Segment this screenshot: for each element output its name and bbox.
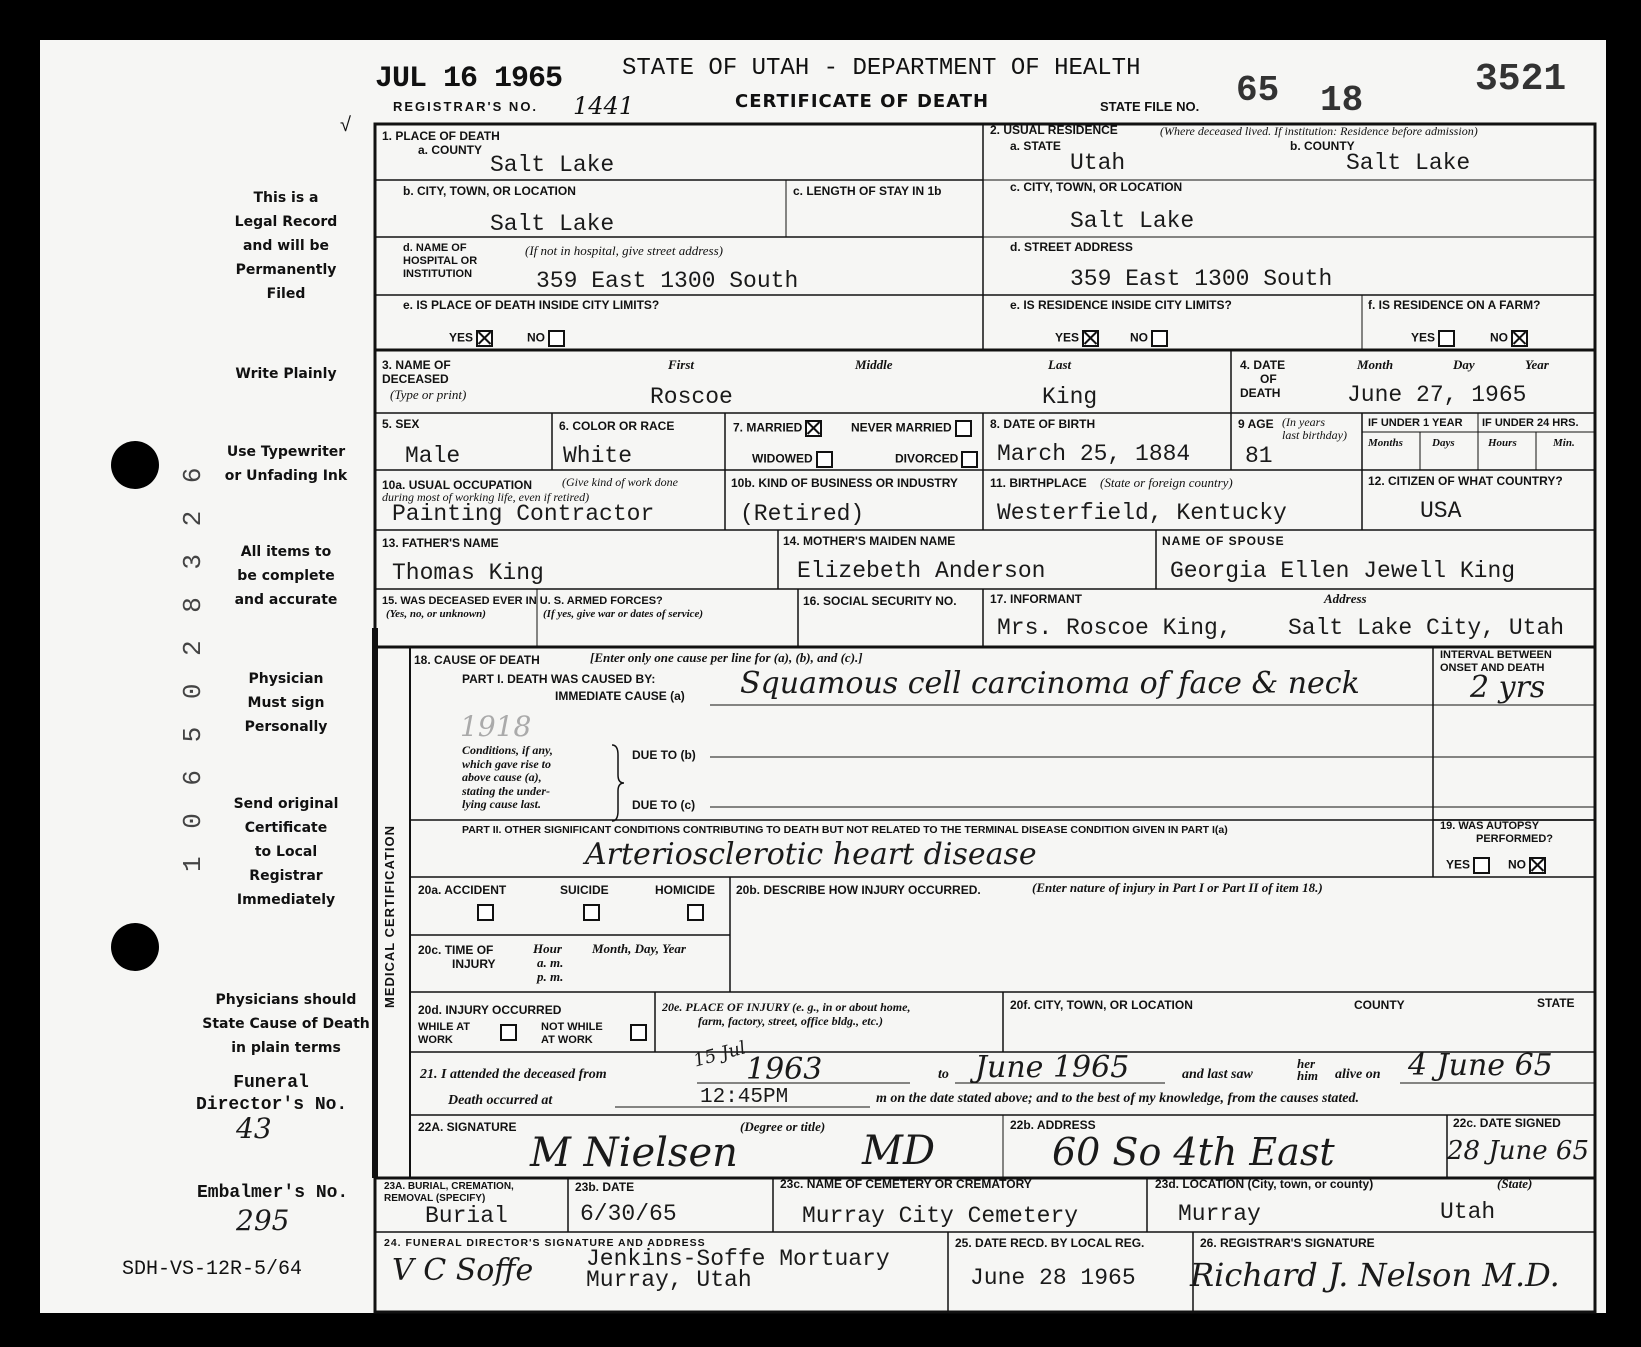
autopsy-yes[interactable]: YES xyxy=(1446,857,1490,874)
days-label: Days xyxy=(1432,437,1455,449)
cause-of-death-label: 18. CAUSE OF DEATH xyxy=(414,653,540,667)
injury-city-label: 20f. CITY, TOWN, OR LOCATION xyxy=(1010,998,1193,1012)
accident-checkbox[interactable] xyxy=(474,904,494,922)
street-address-label: d. STREET ADDRESS xyxy=(1010,240,1133,254)
physician-signature[interactable]: M Nielsen xyxy=(530,1130,738,1176)
day-label: Day xyxy=(1453,357,1475,372)
citizen-label: 12. CITIZEN OF WHAT COUNTRY? xyxy=(1368,474,1563,488)
county-label: a. COUNTY xyxy=(418,143,483,157)
date-signed[interactable]: 28 June 65 xyxy=(1447,1136,1589,1166)
autopsy-no[interactable]: NO xyxy=(1508,857,1546,874)
hours-label: Hours xyxy=(1488,437,1517,449)
citizenship[interactable]: USA xyxy=(1420,498,1462,524)
sex-label: 5. SEX xyxy=(382,417,420,431)
medical-certification-label: MEDICAL CERTIFICATION xyxy=(382,824,397,1008)
month-day-year-label: Month, Day, Year xyxy=(592,941,686,956)
describe-injury-label: 20b. DESCRIBE HOW INJURY OCCURRED. xyxy=(736,883,981,897)
city-label: b. CITY, TOWN, OR LOCATION xyxy=(403,184,576,198)
not-while-at-work-box[interactable] xyxy=(627,1024,647,1042)
interval-label: INTERVAL BETWEEN ONSET AND DEATH xyxy=(1440,649,1552,674)
disposition-label: 23A. BURIAL, CREMATION, REMOVAL (SPECIFY) xyxy=(384,1181,514,1204)
homicide-checkbox[interactable] xyxy=(684,904,704,922)
last-saw-label: and last saw xyxy=(1182,1067,1253,1082)
burial-date[interactable]: 6/30/65 xyxy=(580,1201,677,1227)
part-two-label: PART II. OTHER SIGNIFICANT CONDITIONS CONTRIBUTING TO DEATH BUT NOT RELATED TO THE TERMINAL DISEASE CONDITION GIVEN IN PART I(a) xyxy=(462,824,1228,836)
suicide-label: SUICIDE xyxy=(560,883,609,897)
to-label: to xyxy=(938,1067,949,1082)
immediate-cause-label: IMMEDIATE CAUSE (a) xyxy=(555,689,685,703)
residence-county[interactable]: Salt Lake xyxy=(1346,150,1471,176)
residence-state-label: a. STATE xyxy=(1010,139,1061,153)
alive-on-label: alive on xyxy=(1335,1067,1381,1082)
last-name[interactable]: King xyxy=(1042,384,1098,410)
physician-sign-note: Physician Must sign Personally xyxy=(244,671,328,735)
birthplace-label: 11. BIRTHPLACE xyxy=(990,476,1087,490)
residence-inside-city-no[interactable]: NO xyxy=(1130,330,1168,347)
pencil-note: 1918 xyxy=(460,710,532,743)
certificate-title: CERTIFICATE OF DEATH xyxy=(735,91,990,112)
armed-forces-label: 15. WAS DECEASED EVER IN U. S. ARMED FORCES? xyxy=(382,595,663,607)
last-name-label: Last xyxy=(1048,357,1072,372)
armed-forces-note-1: (Yes, no, or unknown) xyxy=(386,608,486,620)
death-city[interactable]: Salt Lake xyxy=(490,211,615,237)
type-or-print-note: (Type or print) xyxy=(390,387,467,402)
time-of-death[interactable]: 12:45PM xyxy=(700,1086,789,1109)
hospital-note: (If not in hospital, give street address) xyxy=(525,243,723,258)
time-of-injury-label: 20c. TIME OF INJURY xyxy=(418,943,496,971)
age-label: 9 AGE xyxy=(1238,417,1274,431)
residence-inside-city-yes[interactable]: YES xyxy=(1055,330,1099,347)
funeral-director-signature[interactable]: V C Soffe xyxy=(392,1253,534,1288)
burial-date-label: 23b. DATE xyxy=(575,1180,635,1194)
state-cause-note: Physicians should State Cause of Death in plain terms xyxy=(202,992,370,1056)
cemetery-state[interactable]: Utah xyxy=(1440,1199,1496,1225)
immediate-cause[interactable]: Squamous cell carcinoma of face & neck xyxy=(740,666,1360,701)
hospital-address[interactable]: 359 East 1300 South xyxy=(536,268,799,294)
usual-residence-note: (Where deceased lived. If institution: Residence before admission) xyxy=(1160,124,1478,138)
mother-name-label: 14. MOTHER'S MAIDEN NAME xyxy=(783,534,956,548)
min-label: Min. xyxy=(1553,437,1575,449)
date-of-death-label: 4. DATE OF DEATH xyxy=(1240,358,1286,400)
state-file-label: STATE FILE NO. xyxy=(1100,99,1200,114)
under-24-hours-label: IF UNDER 24 HRS. xyxy=(1482,417,1579,429)
first-name-label: First xyxy=(668,357,695,372)
physician-address-label: 22b. ADDRESS xyxy=(1010,1118,1096,1132)
due-to-b-label: DUE TO (b) xyxy=(632,748,696,762)
spouse-label: NAME OF SPOUSE xyxy=(1162,534,1285,548)
cemetery-location-label: 23d. LOCATION (City, town, or county) xyxy=(1155,1177,1374,1191)
cemetery-state-label: (State) xyxy=(1497,1176,1533,1191)
divorced-checkbox[interactable]: DIVORCED xyxy=(895,451,978,468)
race[interactable]: White xyxy=(563,443,633,469)
date-of-birth-label: 8. DATE OF BIRTH xyxy=(990,417,1096,431)
residence-street[interactable]: 359 East 1300 South xyxy=(1070,266,1333,292)
state-title: STATE OF UTAH - DEPARTMENT OF HEALTH xyxy=(622,55,1141,82)
part-one-label: PART I. DEATH WAS CAUSED BY: xyxy=(462,672,656,686)
interval-value[interactable]: 2 yrs xyxy=(1470,670,1546,705)
usual-residence-label: 2. USUAL RESIDENCE xyxy=(990,123,1118,137)
state-file-mid: 18 xyxy=(1320,80,1364,121)
date-of-birth[interactable]: March 25, 1884 xyxy=(997,441,1191,467)
social-security-label: 16. SOCIAL SECURITY NO. xyxy=(803,594,957,608)
occupation-label: 10a. USUAL OCCUPATION xyxy=(382,478,533,492)
informant-address-label: Address xyxy=(1324,591,1367,606)
part-two-conditions[interactable]: Arteriosclerotic heart disease xyxy=(585,837,1037,872)
month-label: Month xyxy=(1357,357,1394,372)
state-file-prefix: 65 xyxy=(1236,70,1280,111)
state-file-number: 3521 xyxy=(1475,58,1567,101)
injury-occurred-label: 20d. INJURY OCCURRED xyxy=(418,1003,562,1017)
occupation-note-2: during most of working life, even if retired) xyxy=(382,490,590,504)
date-received-label: 25. DATE RECD. BY LOCAL REG. xyxy=(955,1236,1145,1250)
sex[interactable]: Male xyxy=(405,443,461,469)
farm-no[interactable]: NO xyxy=(1490,330,1528,347)
write-plainly-note: Write Plainly xyxy=(235,366,337,382)
first-name[interactable]: Roscoe xyxy=(650,384,733,410)
registrar-label: REGISTRAR'S NO. xyxy=(393,99,539,114)
death-inside-city-yes[interactable]: YES xyxy=(449,330,493,347)
armed-forces-note-2: (If yes, give war or dates of service) xyxy=(543,608,704,620)
not-while-at-work-label: NOT WHILE AT WORK xyxy=(541,1021,603,1046)
date-signed-label: 22c. DATE SIGNED xyxy=(1453,1116,1561,1130)
attended-to[interactable]: June 1965 xyxy=(975,1050,1130,1085)
hospital-label: d. NAME OF HOSPITAL OR INSTITUTION xyxy=(403,242,478,280)
age[interactable]: 81 xyxy=(1245,443,1273,469)
farm-yes[interactable]: YES xyxy=(1411,330,1455,347)
date-received[interactable]: June 28 1965 xyxy=(970,1265,1136,1291)
due-to-c-label: DUE TO (c) xyxy=(632,798,696,812)
residence-county-label: b. COUNTY xyxy=(1290,139,1355,153)
her-him-label: her him xyxy=(1297,1056,1318,1083)
registrar-no: 1441 xyxy=(573,92,635,120)
race-label: 6. COLOR OR RACE xyxy=(559,419,675,433)
send-original-note: Send original Certificate to Local Registrar Immediately xyxy=(233,796,339,908)
mother-name[interactable]: Elizebeth Anderson xyxy=(797,558,1046,584)
vertical-serial-number: 1 0 6 5 0 2 8 3 2 6 xyxy=(178,461,208,872)
father-name-label: 13. FATHER'S NAME xyxy=(382,536,499,550)
informant-address[interactable]: Salt Lake City, Utah xyxy=(1288,615,1565,641)
signature-label: 22A. SIGNATURE xyxy=(418,1120,517,1134)
registrar-signature-label: 26. REGISTRAR'S SIGNATURE xyxy=(1200,1236,1375,1250)
birthplace[interactable]: Westerfield, Kentucky xyxy=(997,500,1287,526)
funeral-home-city[interactable]: Murray, Utah xyxy=(586,1267,752,1293)
place-of-death-label: 1. PLACE OF DEATH xyxy=(382,129,500,143)
hour-label: Hour a. m. p. m. xyxy=(533,941,564,984)
conditions-note: Conditions, if any, which gave rise to above cause (a), stating the under- lying cause last. xyxy=(462,743,553,811)
disposition[interactable]: Burial xyxy=(425,1203,508,1229)
stamp-date: JUL 16 1965 xyxy=(375,62,563,96)
never-married-checkbox[interactable]: NEVER MARRIED xyxy=(851,420,972,437)
father-name[interactable]: Thomas King xyxy=(392,560,544,586)
married-checkbox[interactable]: 7. MARRIED xyxy=(733,420,822,437)
funeral-home-name[interactable]: Jenkins-Soffe Mortuary xyxy=(586,1246,890,1272)
cause-of-death-note: [Enter only one cause per line for (a), (b), and (c).] xyxy=(590,650,863,665)
informant-label: 17. INFORMANT xyxy=(990,592,1083,606)
last-saw-date[interactable]: 4 June 65 xyxy=(1408,1048,1553,1083)
under-1-year-label: IF UNDER 1 YEAR xyxy=(1368,417,1463,429)
typewriter-note: Use Typewriter or Unfading Ink xyxy=(224,444,348,484)
funeral-director-label: Funeral Director's No. xyxy=(196,1073,348,1115)
date-of-death[interactable]: June 27, 1965 xyxy=(1347,382,1527,408)
describe-injury-note: (Enter nature of injury in Part I or Part II of item 18.) xyxy=(1032,880,1323,895)
cemetery-label: 23c. NAME OF CEMETERY OR CREMATORY xyxy=(780,1177,1032,1191)
death-county[interactable]: Salt Lake xyxy=(490,152,615,178)
attended-from-year[interactable]: 1963 xyxy=(746,1052,823,1087)
autopsy-label: 19. WAS AUTOPSY PERFORMED? xyxy=(1440,820,1553,845)
cemetery[interactable]: Murray City Cemetery xyxy=(802,1203,1079,1229)
form-number: SDH-VS-12R-5/64 xyxy=(122,1258,303,1281)
degree-label: (Degree or title) xyxy=(740,1119,826,1134)
embalmer-number: 295 xyxy=(236,1204,290,1237)
while-at-work-box[interactable] xyxy=(497,1024,517,1042)
residence-state[interactable]: Utah xyxy=(1070,150,1126,176)
cemetery-location[interactable]: Murray xyxy=(1178,1201,1261,1227)
occupation[interactable]: Painting Contractor xyxy=(392,501,655,527)
age-note: (In years last birthday) xyxy=(1282,415,1347,442)
physician-address[interactable]: 60 So 4th East xyxy=(1052,1130,1335,1174)
year-label: Year xyxy=(1525,357,1549,372)
suicide-checkbox[interactable] xyxy=(580,904,600,922)
birthplace-note: (State or foreign country) xyxy=(1100,475,1233,490)
attended-from-day[interactable]: 15 Jul xyxy=(691,1037,749,1072)
funeral-director-number: 43 xyxy=(236,1112,272,1145)
attended-label: 21. I attended the deceased from xyxy=(420,1067,607,1082)
months-label: Months xyxy=(1368,437,1403,449)
place-of-injury-label: 20e. PLACE OF INJURY (e. g., in or about home, farm, factory, street, office bldg., etc.) xyxy=(662,1000,911,1028)
funeral-director-signature-label: 24. FUNERAL DIRECTOR'S SIGNATURE AND ADDRESS xyxy=(384,1237,706,1249)
residence-city-label: c. CITY, TOWN, OR LOCATION xyxy=(1010,180,1183,194)
residence-city[interactable]: Salt Lake xyxy=(1070,208,1195,234)
legal-record-note: This is a Legal Record and will be Permanently Filed xyxy=(234,190,338,302)
farm-label: f. IS RESIDENCE ON A FARM? xyxy=(1368,298,1541,312)
spouse-name[interactable]: Georgia Ellen Jewell King xyxy=(1170,558,1516,584)
length-of-stay-label: c. LENGTH OF STAY IN 1b xyxy=(793,184,942,198)
items-complete-note: All items to be complete and accurate xyxy=(234,544,338,608)
informant-name[interactable]: Mrs. Roscoe King, xyxy=(997,615,1232,641)
widowed-checkbox[interactable]: WIDOWED xyxy=(752,451,833,468)
death-statement: m on the date stated above; and to the best of my knowledge, from the causes stated. xyxy=(876,1091,1359,1106)
business-label: 10b. KIND OF BUSINESS OR INDUSTRY xyxy=(731,476,958,490)
death-inside-city-no[interactable]: NO xyxy=(527,330,565,347)
homicide-label: HOMICIDE xyxy=(655,883,715,897)
inside-city-label: e. IS PLACE OF DEATH INSIDE CITY LIMITS? xyxy=(403,298,660,312)
injury-county-label: COUNTY xyxy=(1354,998,1405,1012)
physician-degree[interactable]: MD xyxy=(862,1128,936,1174)
registrar-signature[interactable]: Richard J. Nelson M.D. xyxy=(1190,1256,1560,1294)
while-at-work-checkbox[interactable]: WHILE AT WORK xyxy=(418,1021,470,1046)
occupation-note: (Give kind of work done xyxy=(562,475,678,489)
accident-label: 20a. ACCIDENT xyxy=(418,883,507,897)
injury-state-label: STATE xyxy=(1537,996,1575,1010)
name-of-deceased-label: 3. NAME OF DECEASED xyxy=(382,358,451,386)
middle-name-label: Middle xyxy=(855,357,893,372)
residence-inside-city-label: e. IS RESIDENCE INSIDE CITY LIMITS? xyxy=(1010,298,1232,312)
business[interactable]: (Retired) xyxy=(740,501,865,527)
death-occurred-label: Death occurred at xyxy=(448,1093,553,1108)
check-mark: √ xyxy=(340,114,351,136)
embalmer-label: Embalmer's No. xyxy=(197,1183,349,1203)
